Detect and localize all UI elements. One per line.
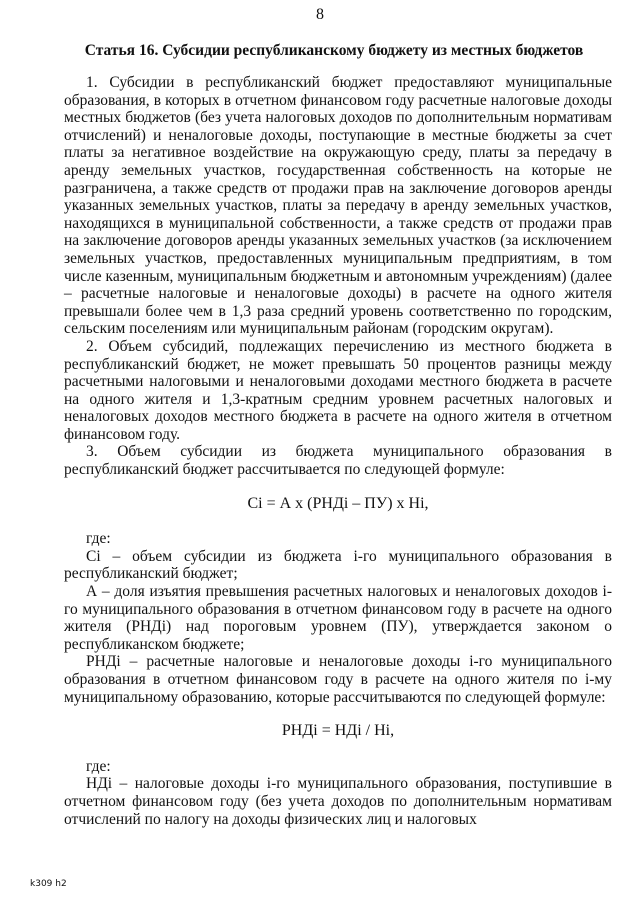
footer-code: k309 h2: [30, 879, 67, 889]
document-body: [64, 74, 612, 828]
definition-ndi: НДi – налоговые доходы i-го муниципального образования, поступившие в отчетном финансовом году (без учета доходов по дополнительным нормативам отчислений по налогу на доходы физических лиц и налоговых: [64, 775, 612, 828]
formula-rndi: РНДi = НДi / Нi,: [281, 722, 395, 740]
definition-a: А – доля изъятия превышения расчетных налоговых и неналоговых доходов i-го муниципального образования в отчетном финансовом году в расчете на одного жителя (РНДi) над пороговым уровнем (ПУ), утверждается законом о республиканском бюджете;: [64, 583, 612, 653]
paragraph-2: 2. Объем субсидий, подлежащих перечислению из местного бюджета в республиканский бюджет, не может превышать 50 процентов разницы между расчетными налоговыми и неналоговыми доходами местного бюджета в расчете на одного жителя и 1,3-кратным средним уровнем расчетных налоговых и неналоговых доходов местного бюджета в расчете на одного жителя в отчетном финансовом году.: [64, 337, 612, 443]
page-number: 8: [316, 6, 324, 23]
formula-subsidy: Ci = А х (РНДi – ПУ) х Нi,: [247, 494, 429, 512]
paragraph-1: 1. Субсидии в республиканский бюджет предоставляют муниципальные образования, в которых в отчетном финансовом году расчетные налоговые доходы местных бюджетов (без учета налоговых доходов по дополнительным нормативам отчислений) и неналоговые доходы, поступающие в местные бюджеты за счет платы за негативное воздействие на окружающую среду, платы за передачу в аренду земельных участков, государственная собственность на которые не разграничена, а также средств от продажи прав на заключение договоров аренды указанных земельных участков, платы за передачу в аренду земельных участков, находящихся в муниципальной собственности, а также средств от продажи прав на заключение договоров аренды указанных земельных участков (за исключением земельных участков, предоставленных муниципальным предприятиям, в том числе казенным, муниципальным бюджетным и автономным учреждениям) (далее – расчетные налоговые и неналоговые доходы) в расчете на одного жителя превышали более чем в 1,3 раза средний уровень соответственно по городским, сельским поселениям или муниципальным районам (городским округам).: [64, 74, 612, 338]
where-label-1: где:: [86, 530, 111, 548]
article-title: Статья 16. Субсидии республиканскому бюджету из местных бюджетов: [84, 42, 584, 59]
definition-rndi: РНДi – расчетные налоговые и неналоговые доходы i-го муниципального образования в отчетном финансовом году в расчете на одного жителя по i-му муниципальному образованию, которые рассчитываются по следующей формуле:: [64, 653, 612, 706]
where-label-2: где:: [86, 757, 111, 775]
paragraph-3: 3. Объем субсидии из бюджета муниципального образования в республиканский бюджет рассчитывается по следующей формуле:: [64, 443, 612, 479]
definition-ci: Ci – объем субсидии из бюджета i-го муниципального образования в республиканский бюджет;: [64, 547, 612, 583]
